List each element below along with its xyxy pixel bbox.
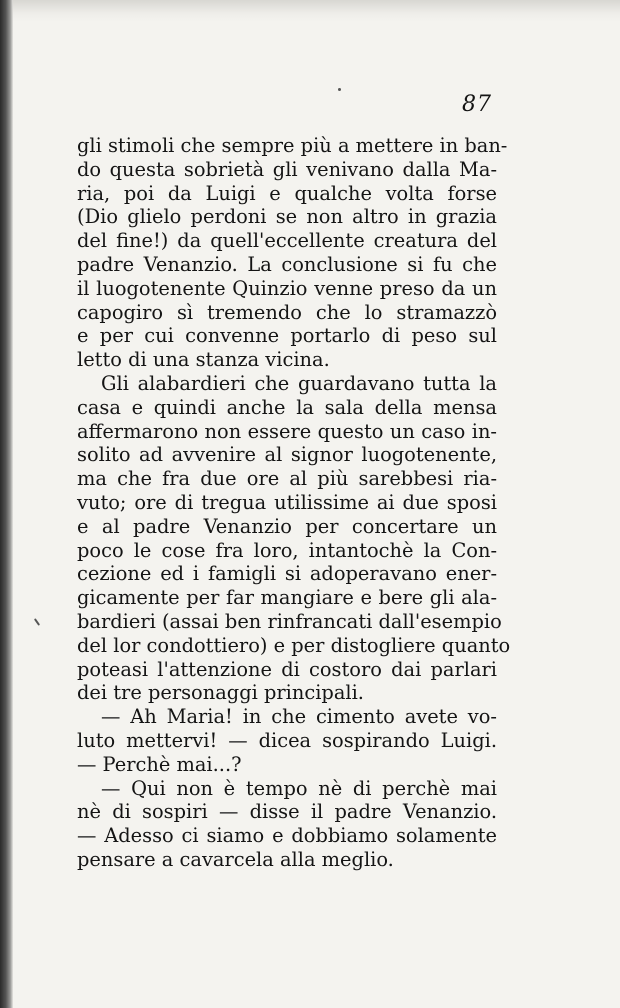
- text-line: — Adesso ci siamo e dobbiamo solamente: [77, 824, 497, 848]
- text-line: Gli alabardieri che guardavano tutta la: [101, 371, 497, 395]
- text-line: padre Venanzio. La conclusione si fu che: [77, 252, 497, 276]
- text-line: pensare a cavarcela alla meglio.: [77, 847, 394, 871]
- text-line: capogiro sì tremendo che lo stramazzò: [77, 300, 497, 324]
- text-line: solito ad avvenire al signor luogotenente,: [77, 443, 497, 467]
- book-spine-shadow: [0, 0, 13, 1008]
- text-line: poco le cose fra loro, intantochè la Con-: [77, 538, 497, 562]
- text-line: ma che fra due ore al più sarebbesi ria-: [77, 467, 497, 491]
- text-line: dei tre personaggi principali.: [77, 681, 364, 705]
- body-text: [77, 134, 511, 872]
- paper-mark: [34, 618, 40, 626]
- text-line: gicamente per far mangiare e bere gli ala-: [77, 586, 497, 610]
- page-number: 87: [462, 92, 492, 117]
- page-top-edge: [13, 0, 620, 22]
- text-line: — Qui non è tempo nè di perchè mai: [101, 776, 497, 800]
- text-line: — Ah Maria! in che cimento avete vo-: [101, 705, 497, 729]
- text-line: poteasi l'attenzione di costoro dai parlari: [77, 657, 497, 681]
- text-line: il luogotenente Quinzio venne preso da un: [77, 276, 497, 300]
- text-line: letto di una stanza vicina.: [77, 348, 330, 372]
- text-line: do questa sobrietà gli venivano dalla Ma-: [77, 157, 497, 181]
- text-line: luto mettervi! — dicea sospirando Luigi.: [77, 728, 497, 752]
- text-line: casa e quindi anche la sala della mensa: [77, 395, 497, 419]
- text-line: ria, poi da Luigi e qualche volta forse: [77, 181, 497, 205]
- text-line: bardieri (assai ben rinfrancati dall'esempio: [77, 609, 502, 633]
- text-line: e al padre Venanzio per concertare un: [77, 514, 497, 538]
- paper-speck: [338, 88, 341, 91]
- text-line: cezione ed i famigli si adoperavano ener-: [77, 562, 497, 586]
- text-line: del fine!) da quell'eccellente creatura del: [77, 229, 497, 253]
- text-line: nè di sospiri — disse il padre Venanzio.: [77, 800, 497, 824]
- text-line: affermarono non essere questo un caso in-: [77, 419, 497, 443]
- text-line: — Perchè mai...?: [77, 752, 242, 776]
- text-line: (Dio glielo perdoni se non altro in grazia: [77, 205, 497, 229]
- text-line: gli stimoli che sempre più a mettere in ban-: [77, 134, 508, 157]
- text-line: e per cui convenne portarlo di peso sul: [77, 324, 497, 348]
- text-line: del lor condottiero) e per distogliere quanto: [77, 633, 511, 657]
- text-line: vuto; ore di tregua utilissime ai due sposi: [77, 490, 497, 514]
